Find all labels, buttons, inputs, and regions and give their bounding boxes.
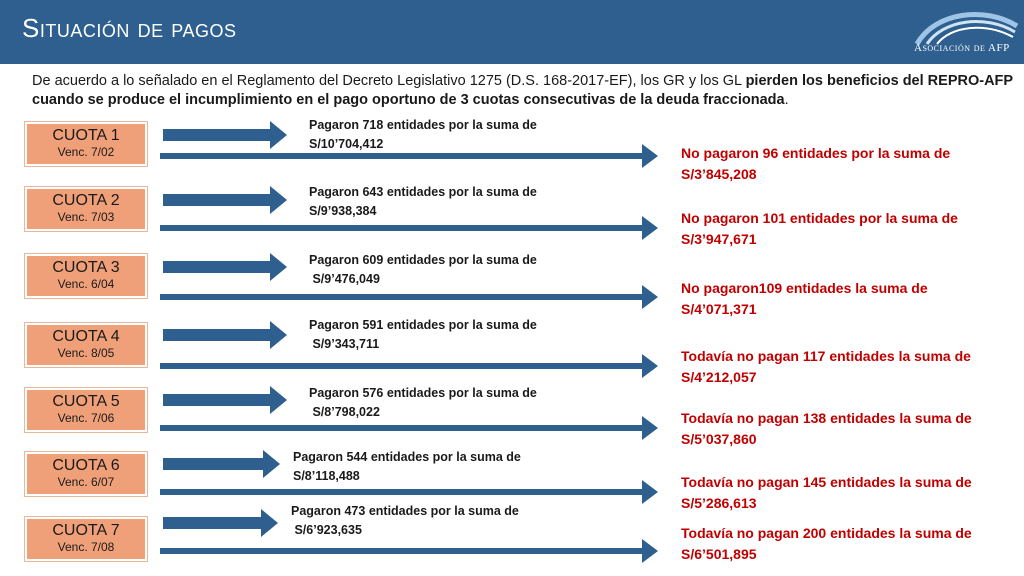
short-arrow-icon <box>163 385 288 415</box>
unpaid-line2: S/6’501,895 <box>681 546 757 562</box>
cuota-box <box>25 187 147 231</box>
unpaid-line1: Todavía no pagan 138 entidades la suma de <box>681 410 972 426</box>
paid-text <box>309 316 569 354</box>
cuota-box <box>25 517 147 561</box>
unpaid-line1: Todavía no pagan 145 entidades la suma de <box>681 474 972 490</box>
unpaid-line2: S/3’947,671 <box>681 231 757 247</box>
paid-line2: S/10’704,412 <box>309 137 384 151</box>
short-arrow-icon <box>163 320 288 350</box>
cuota-name: CUOTA 2 <box>52 192 120 209</box>
paid-line2: S/9’476,049 <box>309 272 380 286</box>
cuota-name: CUOTA 7 <box>52 522 120 539</box>
paid-line1: Pagaron 544 entidades por la suma de <box>293 450 521 464</box>
cuota-venc: Venc. 7/06 <box>57 411 115 425</box>
unpaid-text <box>681 278 1001 320</box>
cuota-venc: Venc. 8/05 <box>57 346 115 360</box>
cuota-box <box>25 388 147 432</box>
intro-normal-text: De acuerdo a lo señalado en el Reglamento del Decreto Legislativo 1275 (D.S. 168-2017-EF), los GR y los GL <box>32 73 746 89</box>
cuota-venc: Venc. 6/04 <box>57 277 115 291</box>
unpaid-line2: S/4’071,371 <box>681 301 757 317</box>
unpaid-line1: No pagaron 96 entidades por la suma de <box>681 145 951 161</box>
cuota-name: CUOTA 4 <box>52 328 120 345</box>
unpaid-line2: S/5’286,613 <box>681 495 757 511</box>
cuota-box <box>25 122 147 166</box>
long-arrow-icon <box>160 537 660 565</box>
paid-line1: Pagaron 609 entidades por la suma de <box>309 253 537 267</box>
unpaid-line1: Todavía no pagan 200 entidades la suma de <box>681 525 972 541</box>
header-bar <box>0 0 1024 64</box>
paid-line1: Pagaron 643 entidades por la suma de <box>309 185 537 199</box>
unpaid-text <box>681 472 1001 514</box>
unpaid-text <box>681 143 1001 185</box>
paid-line2: S/8’798,022 <box>309 405 380 419</box>
cuota-venc: Venc. 7/03 <box>57 210 115 224</box>
paid-line1: Pagaron 718 entidades por la suma de <box>309 118 537 132</box>
unpaid-line1: No pagaron109 entidades la suma de <box>681 280 928 296</box>
unpaid-line2: S/5’037,860 <box>681 431 757 447</box>
paid-text <box>309 183 569 221</box>
paid-line2: S/8’118,488 <box>293 469 360 483</box>
paid-line2: S/6’923,635 <box>291 523 362 537</box>
unpaid-line2: S/4’212,057 <box>681 369 757 385</box>
intro-paragraph <box>32 72 1020 110</box>
paid-line1: Pagaron 473 entidades por la suma de <box>291 504 519 518</box>
paid-text <box>291 502 551 540</box>
cuota-box <box>25 452 147 496</box>
short-arrow-icon <box>163 449 281 479</box>
paid-text <box>309 384 569 422</box>
cuota-venc: Venc. 7/02 <box>57 145 115 159</box>
paid-line1: Pagaron 591 entidades por la suma de <box>309 318 537 332</box>
cuota-name: CUOTA 1 <box>52 127 120 144</box>
cuota-venc: Venc. 6/07 <box>57 475 115 489</box>
paid-line1: Pagaron 576 entidades por la suma de <box>309 386 537 400</box>
intro-bold-text: pierden los beneficios del REPRO-AFP cuando se produce el incumplimiento en el pago oportuno de 3 cuotas consecutivas de la deuda fraccionada <box>32 73 1013 108</box>
logo-text: Asociación de AFP <box>914 42 1010 54</box>
unpaid-text <box>681 346 1001 388</box>
paid-text <box>309 116 569 154</box>
long-arrow-icon <box>160 352 660 380</box>
paid-text <box>293 448 553 486</box>
short-arrow-icon <box>163 252 288 282</box>
unpaid-text <box>681 523 1001 565</box>
cuota-name: CUOTA 6 <box>52 457 120 474</box>
cuota-name: CUOTA 3 <box>52 259 120 276</box>
cuota-box <box>25 254 147 298</box>
unpaid-text <box>681 208 1001 250</box>
paid-line2: S/9’938,384 <box>309 204 377 218</box>
unpaid-line1: Todavía no pagan 117 entidades la suma de <box>681 348 971 364</box>
cuota-venc: Venc. 7/08 <box>57 540 115 554</box>
unpaid-line1: No pagaron 101 entidades por la suma de <box>681 210 958 226</box>
unpaid-line2: S/3’845,208 <box>681 166 757 182</box>
cuota-box <box>25 323 147 367</box>
intro-end-text: . <box>784 92 789 108</box>
paid-line2: S/9’343,711 <box>309 337 380 351</box>
short-arrow-icon <box>163 185 288 215</box>
page-title: Situación de pagos <box>22 13 237 43</box>
cuota-name: CUOTA 5 <box>52 393 120 410</box>
short-arrow-icon <box>163 508 279 538</box>
unpaid-text <box>681 408 1001 450</box>
paid-text <box>309 251 569 289</box>
